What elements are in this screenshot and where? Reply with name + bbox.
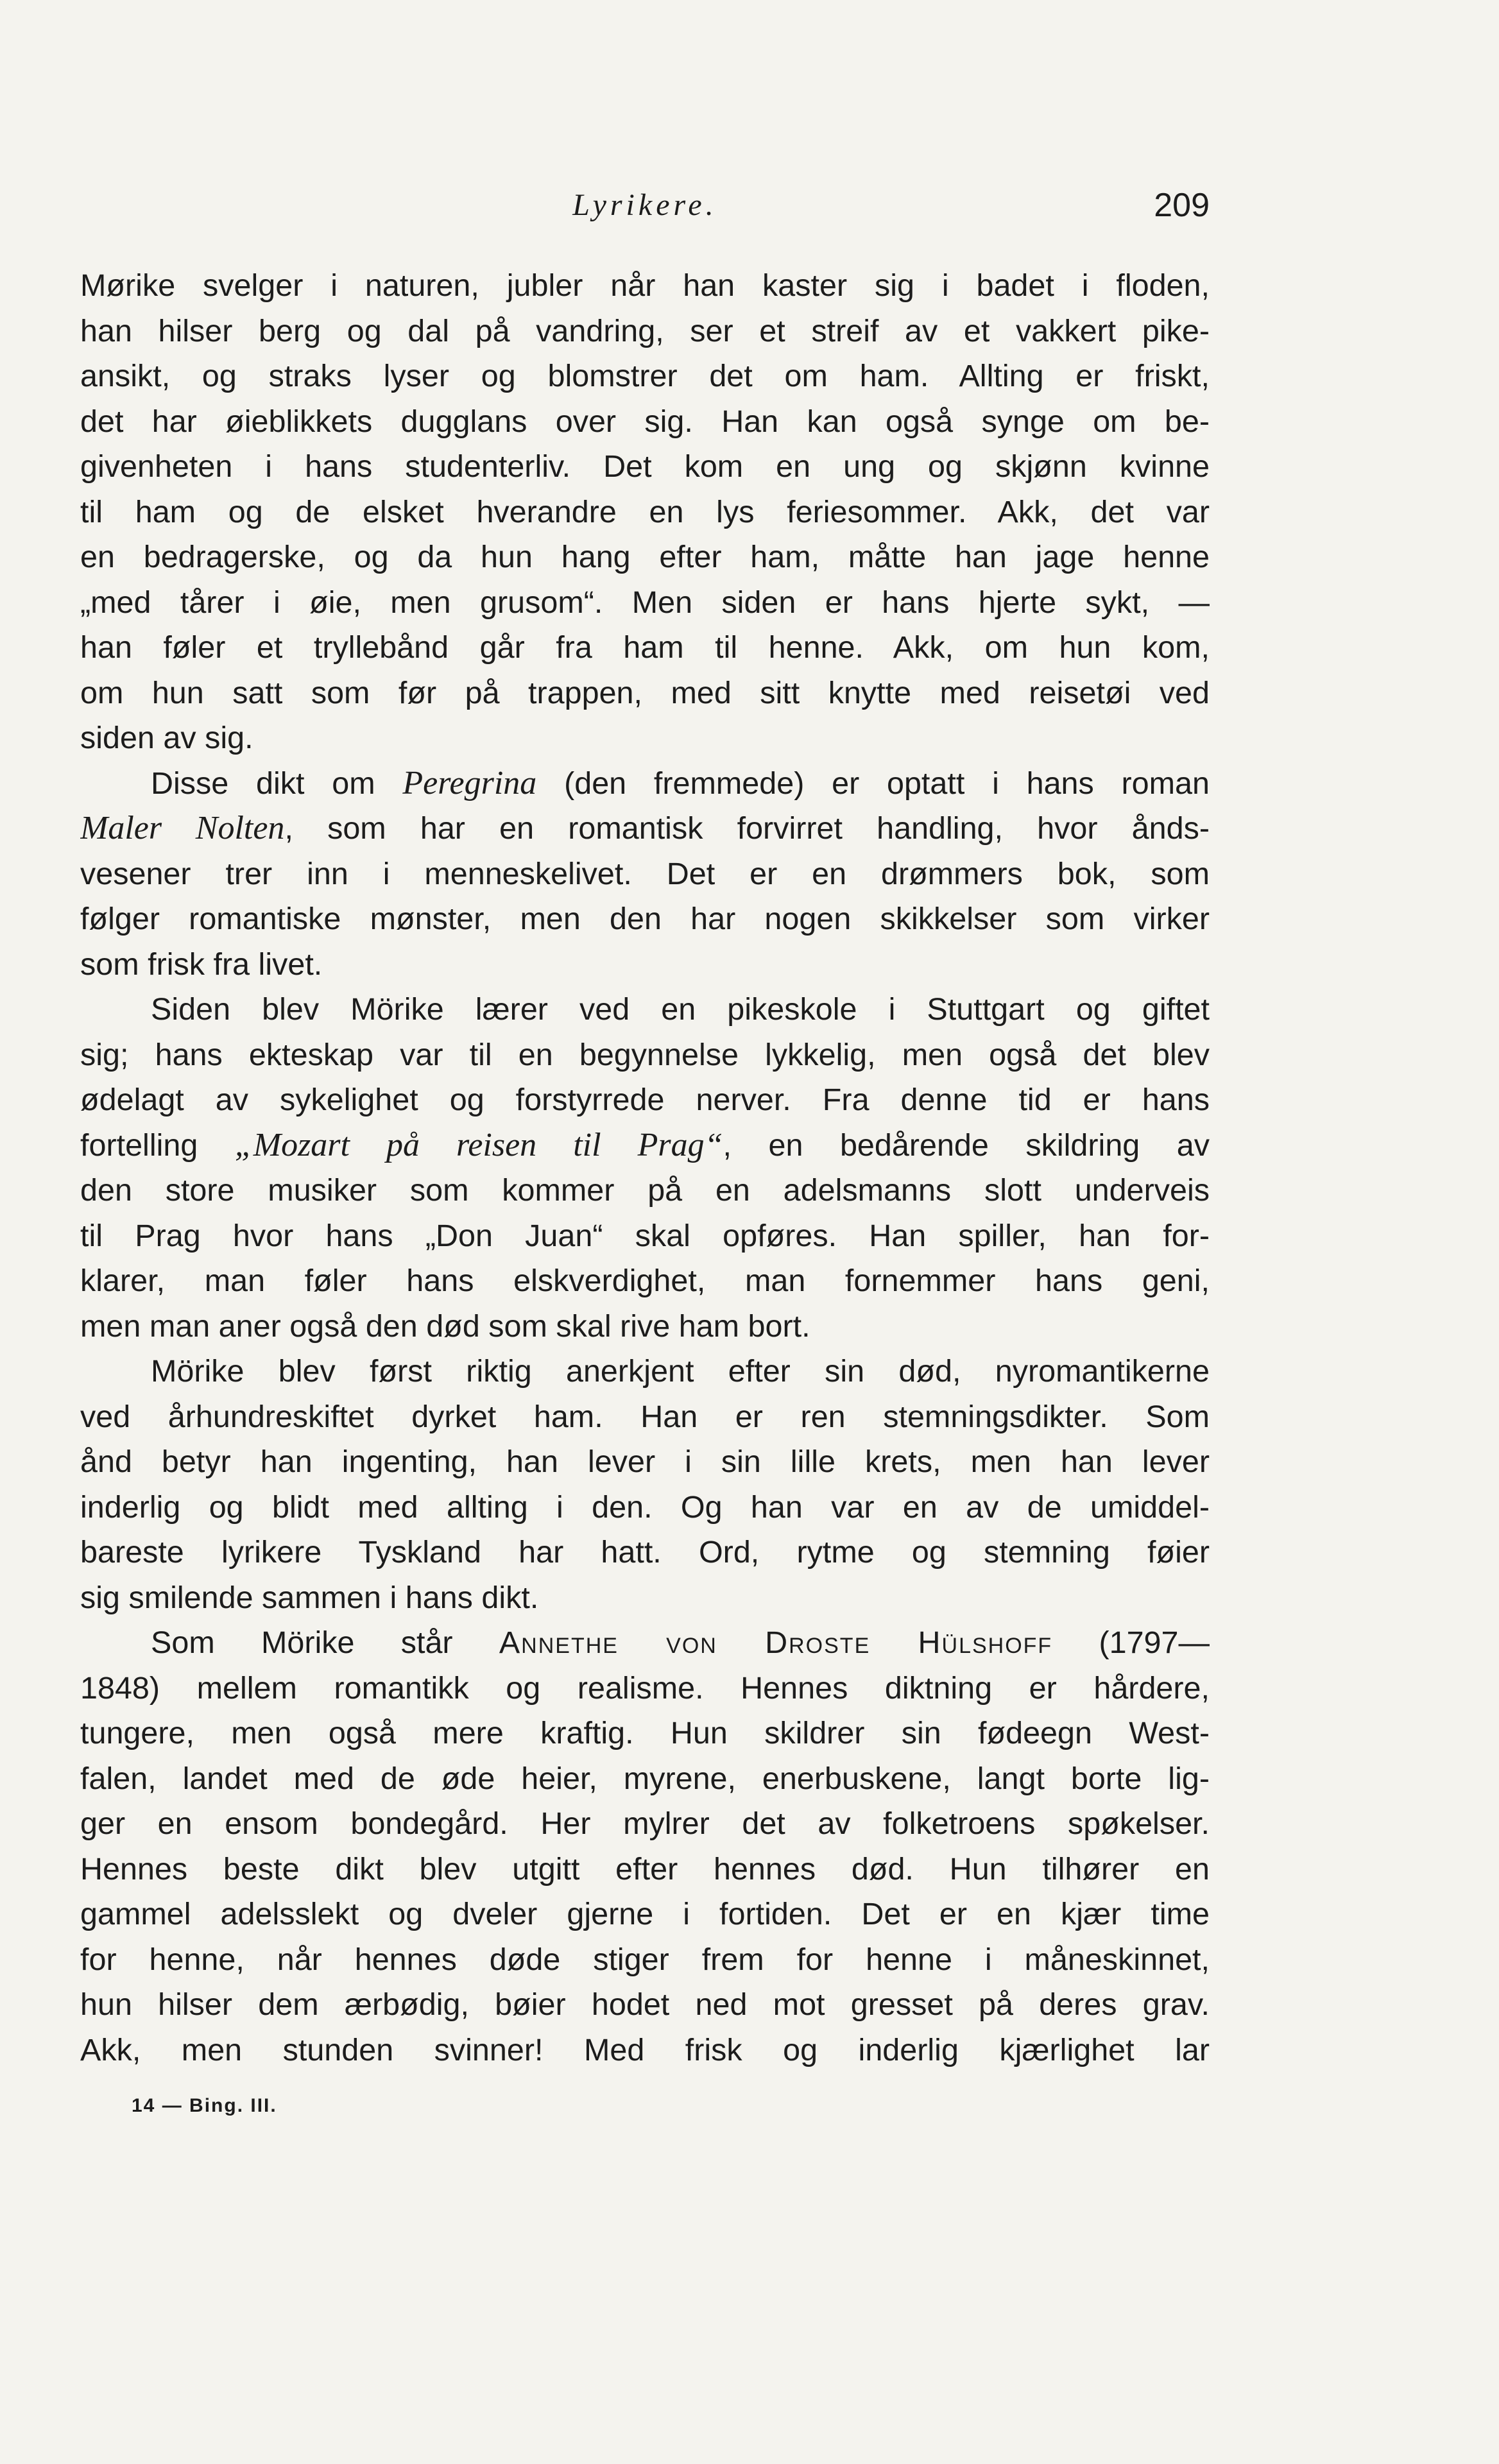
text-line: sig; hans ekteskap var til en begynnelse lykkelig, men også det blev <box>80 1037 1210 1072</box>
page-number: 209 <box>1154 187 1210 224</box>
text-line: men man aner også den død som skal rive ham bort. <box>80 1308 810 1344</box>
text-line: han føler et tryllebånd går fra ham til henne. Akk, om hun kom, <box>80 630 1210 665</box>
text-line: hun hilser dem ærbødig, bøier hodet ned mot gresset på deres grav. <box>80 1987 1210 2022</box>
text-run: (1797— <box>1052 1625 1210 1660</box>
text-line: siden av sig. <box>80 721 253 755</box>
text-line: den store musiker som kommer på en adelsmanns slott underveis <box>80 1173 1210 1208</box>
text-line: Akk, men stunden svinner! Med frisk og inderlig kjærlighet lar <box>80 2032 1210 2067</box>
text-line: tungere, men også mere kraftig. Hun skildrer sin fødeegn West- <box>80 1716 1210 1750</box>
text-line: til Prag hvor hans „Don Juan“ skal opføres. Han spiller, han for- <box>80 1218 1210 1253</box>
work-title-maler-nolten: Maler Nolten <box>80 810 285 846</box>
text-line: „med tårer i øie, men grusom“. Men siden er hans hjerte sykt, — <box>80 585 1210 620</box>
text-line <box>80 806 1210 851</box>
text-line: Mörike blev først riktig anerkjent efter sin død, nyromantikerne <box>151 1354 1210 1389</box>
text-line: ger en ensom bondegård. Her mylrer det av folketroens spøkelser. <box>80 1806 1210 1841</box>
text-line: han hilser berg og dal på vandring, ser et streif av et vakkert pike- <box>80 313 1210 348</box>
text-line <box>80 1620 1210 1666</box>
work-title-mozart: „Mozart på reisen til Prag“ <box>234 1126 723 1163</box>
text-line: sig smilende sammen i hans dikt. <box>80 1580 539 1615</box>
text-run: , en bedårende skildring av <box>723 1127 1210 1163</box>
printer-signature: 14 — Bing. III. <box>132 2095 277 2116</box>
text-line: givenheten i hans studenterliv. Det kom en ung og skjønn kvinne <box>80 449 1210 484</box>
text-run: (den fremmede) er optatt i hans roman <box>536 766 1210 801</box>
author-name: Annethe von Droste Hülshoff <box>499 1625 1053 1660</box>
text-line: falen, landet med de øde heier, myrene, enerbuskene, langt borte lig- <box>80 1761 1210 1796</box>
text-line: følger romantiske mønster, men den har nogen skikkelser som virker <box>80 902 1210 936</box>
running-head <box>80 183 1210 228</box>
text-line: 1848) mellem romantikk og realisme. Hennes diktning er hårdere, <box>80 1670 1210 1706</box>
text-line: til ham og de elsket hverandre en lys feriesommer. Akk, det var <box>80 494 1210 529</box>
text-line: om hun satt som før på trappen, med sitt knytte med reisetøi ved <box>80 675 1210 710</box>
text-line: vesener trer inn i menneskelivet. Det er en drømmers bok, som <box>80 856 1210 891</box>
text-line: som frisk fra livet. <box>80 946 323 982</box>
running-title: Lyrikere. <box>572 188 717 222</box>
text-line <box>80 1123 1210 1168</box>
text-line <box>80 761 1210 807</box>
text-line: klarer, man føler hans elskverdighet, man fornemmer hans geni, <box>80 1263 1210 1298</box>
text-run: fortelling <box>80 1127 235 1163</box>
work-title-peregrina: Peregrina <box>402 764 537 801</box>
text-line: en bedragerske, og da hun hang efter ham, måtte han jage henne <box>80 540 1210 574</box>
text-line: for henne, når hennes døde stiger frem for henne i måneskinnet, <box>80 1942 1210 1977</box>
text-run: Som Mörike står <box>151 1625 499 1660</box>
text-line: Siden blev Mörike lærer ved en pikeskole i Stuttgart og giftet <box>151 992 1210 1027</box>
text-line: ved århundreskiftet dyrket ham. Han er ren stemningsdikter. Som <box>80 1399 1210 1434</box>
text-line: ansikt, og straks lyser og blomstrer det om ham. Allting er friskt, <box>80 359 1210 393</box>
text-line: ødelagt av sykelighet og forstyrrede nerver. Fra denne tid er hans <box>80 1082 1210 1117</box>
text-line: Hennes beste dikt blev utgitt efter hennes død. Hun tilhører en <box>80 1851 1210 1887</box>
text-run: Disse dikt om <box>151 766 403 801</box>
text-line: gammel adelsslekt og dveler gjerne i fortiden. Det er en kjær time <box>80 1897 1210 1931</box>
text-line: det har øieblikkets dugglans over sig. Han kan også synge om be- <box>80 404 1210 439</box>
text-line: bareste lyrikere Tyskland har hatt. Ord, rytme og stemning føier <box>80 1535 1210 1570</box>
text-line: Mørike svelger i naturen, jubler når han kaster sig i badet i floden, <box>80 268 1210 303</box>
body-text <box>80 263 1210 2073</box>
text-line: ånd betyr han ingenting, han lever i sin lille krets, men han lever <box>80 1444 1210 1479</box>
text-line: inderlig og blidt med allting i den. Og han var en av de umiddel- <box>80 1489 1210 1525</box>
text-run: , som har en romantisk forvirret handling, hvor ånds- <box>284 811 1210 846</box>
